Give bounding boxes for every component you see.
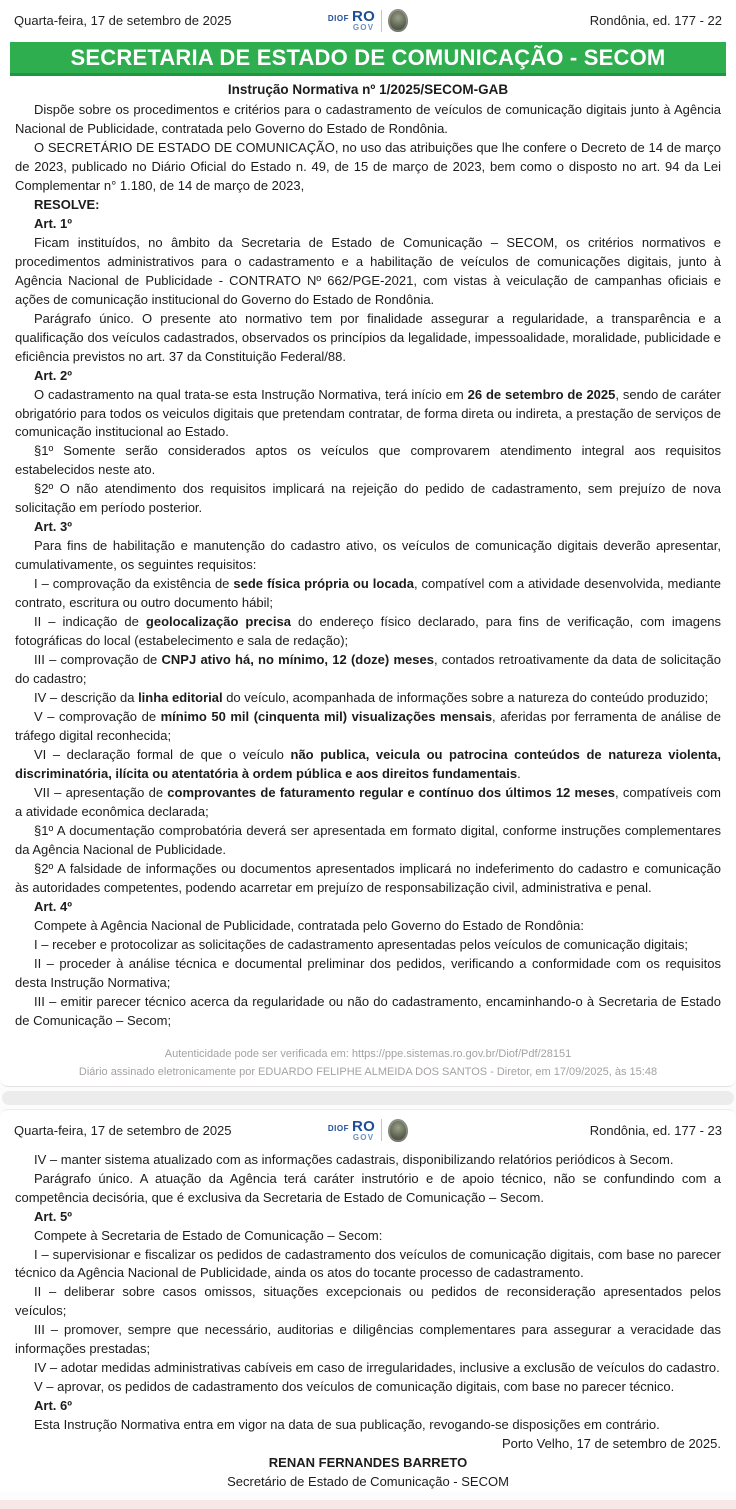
paragraph: V – comprovação de mínimo 50 mil (cinquenta mil) visualizações mensais, aferidas por ferramenta de análise de tráfego digital reconhecida;: [15, 709, 721, 743]
document-body-page-2: [0, 1147, 736, 1492]
header-date: Quarta-feira, 17 de setembro de 2025: [14, 1122, 232, 1138]
paragraph: IV – descrição da linha editorial do veículo, acompanhada de informações sobre a natureza do conteúdo produzido;: [34, 690, 709, 706]
diof-ro-gov-logo: [328, 9, 408, 32]
diof-logo-text: DIOF: [327, 14, 349, 23]
paragraph: Art. 2º: [34, 367, 72, 383]
page-1-footer: [0, 1046, 736, 1081]
logo-separator: [381, 1119, 382, 1141]
paragraph: §2º O não atendimento dos requisitos implicará na rejeição do pedido de cadastramento, sem prejuízo de nova solicitação em período posterior.: [15, 481, 721, 516]
rondonia-coat-of-arms-icon: [388, 1119, 408, 1142]
gazette-page-2: [0, 1109, 736, 1492]
paragraph: IV – adotar medidas administrativas cabíveis em caso de irregularidades, inclusive a exclusão de veículos do cadastro.: [34, 1360, 720, 1376]
paragraph: II – deliberar sobre casos omissos, situações excepcionais ou pedidos de reconsideração apresentados pelos veículos;: [15, 1284, 721, 1319]
paragraph: Art. 5º: [34, 1208, 72, 1224]
paragraph: Parágrafo único. A atuação da Agência terá caráter instrutório e de apoio técnico, não se confundindo com a competência decisória, que é exclusiva da Secretaria de Estado de Comunicação – Secom.: [15, 1170, 721, 1205]
paragraph: I – supervisionar e fiscalizar os pedidos de cadastramento dos veículos de comunicação digitais, com base no parecer técnico da Agência Nacional de Publicidade, ainda os atos do tocante processo de cadastramento.: [15, 1246, 721, 1281]
paragraph: §1º A documentação comprobatória deverá ser apresentada em formato digital, conforme instruções complementares da Agência Nacional de Publicidade.: [15, 822, 721, 857]
paragraph: III – promover, sempre que necessário, auditorias e diligências complementares para assegurar a veracidade das informações prestadas;: [15, 1322, 721, 1357]
paragraph: IV – manter sistema atualizado com as informações cadastrais, disponibilizando relatórios periódicos à Secom.: [34, 1151, 674, 1167]
paragraph: Secretário de Estado de Comunicação - SECOM: [227, 1474, 509, 1490]
rondonia-coat-of-arms-icon: [388, 9, 408, 32]
diof-ro-gov-logo: [328, 1119, 408, 1142]
paragraph: III – emitir parecer técnico acerca da regularidade ou não do cadastramento, encaminhando-o à Secretaria de Estado de Comunicação – Secom;: [15, 993, 721, 1028]
header-date: Quarta-feira, 17 de setembro de 2025: [14, 13, 232, 28]
paragraph: §1º Somente serão considerados aptos os veículos que comprovarem atendimento integral aos requisitos estabelecidos neste ato.: [15, 443, 721, 478]
paragraph: VI – declaração formal de que o veículo não publica, veicula ou patrocina conteúdos de natureza violenta, discriminatória, ilícita ou atentatória à ordem pública e aos direitos fundamentais.: [15, 746, 721, 781]
ro-gov-logo-text: RO GOV: [352, 1117, 376, 1142]
paragraph: Compete à Secretaria de Estado de Comunicação – Secom:: [34, 1227, 383, 1243]
header-edition: Rondônia, ed. 177 - 22: [589, 13, 722, 28]
paragraph: Art. 4º: [34, 898, 72, 914]
paragraph: Compete à Agência Nacional de Publicidade, contratada pelo Governo do Estado de Rondônia:: [34, 917, 584, 933]
paragraph: Ficam instituídos, no âmbito da Secretaria de Estado de Comunicação – SECOM, os critérios normativos e procedimentos administrativos para o cadastramento e a habilitação de veículos de comunicações digitais, junto à Agência Nacional de Publicidade - CONTRATO Nº 662/PGE-2021, com vistas à veiculação de campanhas oficiais e ações de comunicação institucional do Governo do Estado de Rondônia.: [15, 234, 721, 307]
paragraph: II – proceder à análise técnica e documental preliminar dos pedidos, verificando a conformidade com os requisitos desta Instrução Normativa;: [15, 955, 721, 990]
page-2-header: [0, 1110, 736, 1147]
document-body-page-1: [0, 101, 736, 1030]
paragraph: O SECRETÁRIO DE ESTADO DE COMUNICAÇÃO, no uso das atribuições que lhe confere o Decreto de 14 de março de 2023, publicado no Diário Oficial do Estado n. 49, de 15 de março de 2023, bem como o disposto no art. 94 da Lei Complementar n° 1.180, de 14 de março de 2023,: [15, 139, 721, 193]
paragraph: Art. 6º: [34, 1398, 72, 1414]
secretaria-banner: [10, 42, 726, 76]
ro-gov-logo-text: RO GOV: [352, 8, 376, 32]
paragraph: Para fins de habilitação e manutenção do cadastro ativo, os veículos de comunicação digitais deverão apresentar, cumulativamente, os seguintes requisitos:: [15, 538, 721, 573]
header-edition: Rondônia, ed. 177 - 23: [589, 1122, 722, 1138]
paragraph: III – comprovação de CNPJ ativo há, no mínimo, 12 (doze) meses, contados retroativamente da data de solicitação do cadastro;: [15, 652, 721, 687]
paragraph: Parágrafo único. O presente ato normativo tem por finalidade assegurar a regularidade, a transparência e a qualificação dos veículos cadastrados, observados os princípios da legalidade, impessoalidade, moralidade, publicidade e eficiência previstos no art. 37 da Constituição Federal/88.: [15, 310, 721, 364]
paragraph: I – receber e protocolizar as solicitações de cadastramento apresentadas pelos veículos de comunicação digitais;: [34, 936, 688, 952]
paragraph: II – indicação de geolocalização precisa do endereço físico declarado, para fins de verificação, com imagens fotográficas do local (estabelecimento e sala de redação);: [15, 614, 721, 649]
document-title: Instrução Normativa nº 1/2025/SECOM-GAB: [227, 82, 509, 97]
paragraph: V – aprovar, os pedidos de cadastramento dos veículos de comunicação digitais, com base no parecer técnico.: [34, 1379, 675, 1395]
banner-title: SECRETARIA DE ESTADO DE COMUNICAÇÃO - SECOM: [70, 45, 666, 70]
paragraph: I – comprovação da existência de sede física própria ou locada, compatível com a atividade desenvolvida, mediante contrato, escritura ou outro documento hábil;: [15, 576, 722, 611]
paragraph: O cadastramento na qual trata-se esta Instrução Normativa, terá início em 26 de setembro de 2025, sendo de caráter obrigatório para todos os veiculos digitais que pretendam contratar, de forma direta ou indireta, a prestação de serviços de comunicação institucional ao Estado.: [15, 386, 721, 440]
authenticity-note: Autenticidade pode ser verificada em: https://ppe.sistemas.ro.gov.br/Diof/Pdf/28151: [164, 1048, 572, 1061]
page-1-header: [0, 0, 736, 37]
paragraph: Porto Velho, 17 de setembro de 2025.: [502, 1436, 721, 1452]
paragraph: §2º A falsidade de informações ou documentos apresentados implicará no indeferimento do cadastro e comunicação às autoridades competentes, podendo acarretar em prejuízo de responsabilização civil, administrativa e penal.: [15, 860, 721, 895]
paragraph: Art. 1º: [34, 215, 72, 231]
paragraph: Art. 3º: [34, 519, 72, 535]
diof-logo-text: DIOF: [327, 1123, 349, 1133]
page-bottom-edge: [0, 1500, 736, 1509]
paragraph: RENAN FERNANDES BARRETO: [268, 1455, 468, 1471]
page-break-divider: [2, 1091, 734, 1105]
paragraph: RESOLVE:: [34, 196, 100, 212]
paragraph: Dispõe sobre os procedimentos e critérios para o cadastramento de veículos de comunicação digitais junto à Agência Nacional de Publicidade, contratada pelo Governo do Estado de Rondônia.: [15, 102, 721, 136]
electronic-signature-note: Diário assinado eletronicamente por EDUARDO FELIPHE ALMEIDA DOS SANTOS - Diretor, em 17/09/2025, às 15:48: [78, 1066, 658, 1079]
paragraph: VII – apresentação de comprovantes de faturamento regular e contínuo dos últimos 12 meses, compatíveis com a atividade econômica declarada;: [15, 784, 721, 819]
logo-separator: [381, 10, 382, 32]
paragraph: Esta Instrução Normativa entra em vigor na data de sua publicação, revogando-se disposições em contrário.: [34, 1417, 660, 1433]
